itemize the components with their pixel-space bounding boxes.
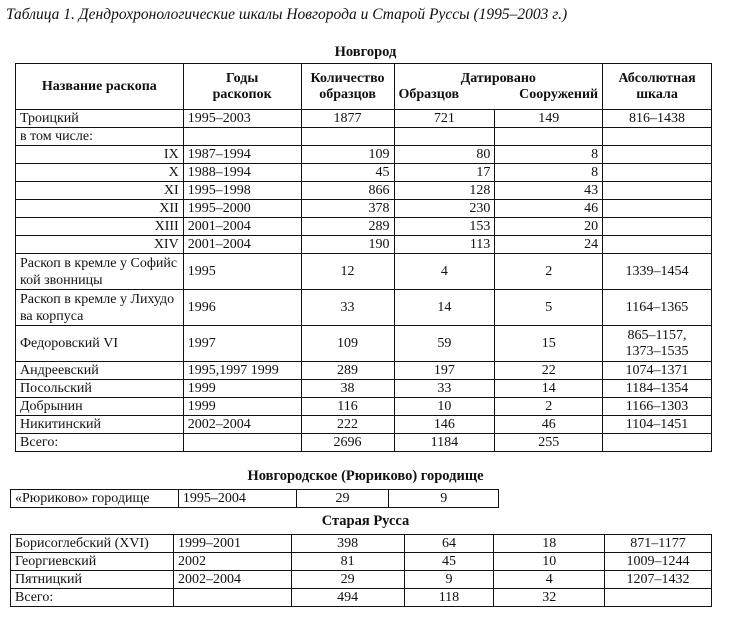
cell-name: IX [16,146,184,164]
cell-samples: 45 [404,553,494,571]
cell-samples: 1184 [394,434,495,452]
cell-name: XIV [16,236,184,254]
cell-name: XI [16,182,184,200]
cell-structures: 24 [495,236,603,254]
table-row [16,254,712,290]
cell-scale [603,236,712,254]
header-scale: Абсолютная шкала [603,64,712,110]
table-row [16,380,712,398]
cell-samples: 128 [394,182,495,200]
table-row [16,290,712,326]
cell-scale [603,164,712,182]
cell-scale: 1184–1354 [603,380,712,398]
cell-structures: 8 [495,146,603,164]
cell-years: 2001–2004 [183,236,301,254]
cell-years [183,128,301,146]
cell-samples: 197 [394,362,495,380]
cell-scale [603,200,712,218]
table-row [11,553,712,571]
cell-count: 38 [301,380,394,398]
table-row [16,110,712,128]
cell-name: Добрынин [16,398,184,416]
cell-years: 1996 [183,290,301,326]
cell-scale: 1339–1454 [603,254,712,290]
table-row [16,200,712,218]
cell-samples: 9 [404,571,494,589]
cell-count: 33 [301,290,394,326]
cell-samples: 9 [389,490,499,508]
cell-count: 190 [301,236,394,254]
cell-samples: 64 [404,535,494,553]
cell-count: 494 [291,589,404,607]
cell-years: 1995–2003 [183,110,301,128]
ryurikovo-table [10,489,499,508]
cell-name: в том числе: [16,128,184,146]
table-row [16,236,712,254]
cell-name: Троицкий [16,110,184,128]
cell-count: 2696 [301,434,394,452]
cell-name: Георгиевский [11,553,174,571]
cell-years: 1997 [183,326,301,362]
table-row [16,146,712,164]
cell-count: 109 [301,146,394,164]
cell-years: 1999–2001 [173,535,291,553]
cell-samples: 230 [394,200,495,218]
cell-structures: 46 [495,416,603,434]
cell-years: 1995,1997 1999 [183,362,301,380]
cell-scale [603,218,712,236]
table-row [16,164,712,182]
cell-samples: 113 [394,236,495,254]
cell-samples: 146 [394,416,495,434]
cell-samples [394,128,495,146]
cell-structures: 18 [494,535,605,553]
cell-name: Раскоп в кремле у Софийской звонницы [16,254,184,290]
table-row [16,362,712,380]
cell-samples: 153 [394,218,495,236]
cell-name: XII [16,200,184,218]
cell-scale: 865–1157, 1373–1535 [603,326,712,362]
cell-structures: 20 [495,218,603,236]
table-row [16,326,712,362]
table-row [16,218,712,236]
cell-name: Андреевский [16,362,184,380]
cell-years: 1995–2004 [178,490,296,508]
cell-count: 109 [301,326,394,362]
cell-count: 866 [301,182,394,200]
table-row [16,434,712,452]
table-header-row [16,64,712,110]
cell-count: 289 [301,218,394,236]
cell-count: 289 [301,362,394,380]
cell-count: 116 [301,398,394,416]
cell-structures: 22 [495,362,603,380]
cell-structures [495,128,603,146]
cell-structures: 46 [495,200,603,218]
cell-name: XIII [16,218,184,236]
cell-scale: 1164–1365 [603,290,712,326]
table-row [11,589,712,607]
cell-name: X [16,164,184,182]
table-caption: Таблица 1. Дендрохронологические шкалы Новгорода и Старой Руссы (1995–2003 г.) [6,6,568,23]
cell-scale [603,182,712,200]
cell-count: 45 [301,164,394,182]
header-name: Название раскопа [16,64,184,110]
section-title-novgorod: Новгород [334,44,397,60]
cell-count: 1877 [301,110,394,128]
cell-scale: 1207–1432 [605,571,712,589]
cell-scale [603,146,712,164]
cell-years: 2001–2004 [183,218,301,236]
cell-years [183,434,301,452]
cell-count: 29 [291,571,404,589]
cell-years: 1999 [183,380,301,398]
cell-structures: 43 [495,182,603,200]
cell-scale: 1104–1451 [603,416,712,434]
cell-scale [603,434,712,452]
table-row [11,490,499,508]
cell-years: 1995–1998 [183,182,301,200]
cell-structures: 4 [494,571,605,589]
cell-samples: 4 [394,254,495,290]
header-samples: Образцов [398,86,460,102]
table-row [11,571,712,589]
cell-years: 2002–2004 [183,416,301,434]
cell-name: Посольский [16,380,184,398]
header-structures: Сооружений [519,86,599,102]
cell-scale: 1074–1371 [603,362,712,380]
cell-structures: 255 [495,434,603,452]
cell-count: 29 [296,490,389,508]
header-years: Годы раскопок [183,64,301,110]
cell-samples: 17 [394,164,495,182]
table-row [16,416,712,434]
cell-name: Раскоп в кремле у Лихудова корпуса [16,290,184,326]
cell-structures: 32 [494,589,605,607]
cell-years: 2002–2004 [173,571,291,589]
cell-name: «Рюриково» городище [11,490,179,508]
header-count: Количество образцов [301,64,394,110]
cell-years: 1988–1994 [183,164,301,182]
section-title-staraya: Старая Русса [321,513,410,529]
cell-structures: 8 [495,164,603,182]
cell-samples: 33 [394,380,495,398]
cell-name: Борисоглебский (XVI) [11,535,174,553]
table-row [16,128,712,146]
cell-samples: 14 [394,290,495,326]
cell-count: 398 [291,535,404,553]
cell-name: Пятницкий [11,571,174,589]
cell-structures: 15 [495,326,603,362]
cell-count [301,128,394,146]
cell-scale: 1009–1244 [605,553,712,571]
cell-name: Никитинский [16,416,184,434]
cell-samples: 10 [394,398,495,416]
cell-count: 81 [291,553,404,571]
table-row [16,182,712,200]
cell-scale: 816–1438 [603,110,712,128]
cell-structures: 149 [495,110,603,128]
cell-scale [605,589,712,607]
cell-structures: 14 [495,380,603,398]
cell-years [173,589,291,607]
cell-structures: 10 [494,553,605,571]
cell-name: Всего: [16,434,184,452]
cell-name: Всего: [11,589,174,607]
cell-samples: 80 [394,146,495,164]
cell-structures: 2 [495,254,603,290]
cell-samples: 721 [394,110,495,128]
cell-name: Федоровский VI [16,326,184,362]
staraya-table [10,534,712,607]
header-dated: Датировано Образцов Сооружений [394,64,603,110]
section-title-ryurikovo: Новгородское (Рюриково) городище [247,468,484,484]
cell-count: 222 [301,416,394,434]
table-row [11,535,712,553]
cell-years: 1987–1994 [183,146,301,164]
cell-scale [603,128,712,146]
novgorod-table [15,63,712,452]
cell-years: 1995–2000 [183,200,301,218]
cell-years: 1995 [183,254,301,290]
cell-structures: 2 [495,398,603,416]
cell-count: 378 [301,200,394,218]
cell-years: 1999 [183,398,301,416]
cell-scale: 1166–1303 [603,398,712,416]
cell-structures: 5 [495,290,603,326]
cell-samples: 59 [394,326,495,362]
cell-scale: 871–1177 [605,535,712,553]
cell-samples: 118 [404,589,494,607]
cell-count: 12 [301,254,394,290]
cell-years: 2002 [173,553,291,571]
table-row [16,398,712,416]
